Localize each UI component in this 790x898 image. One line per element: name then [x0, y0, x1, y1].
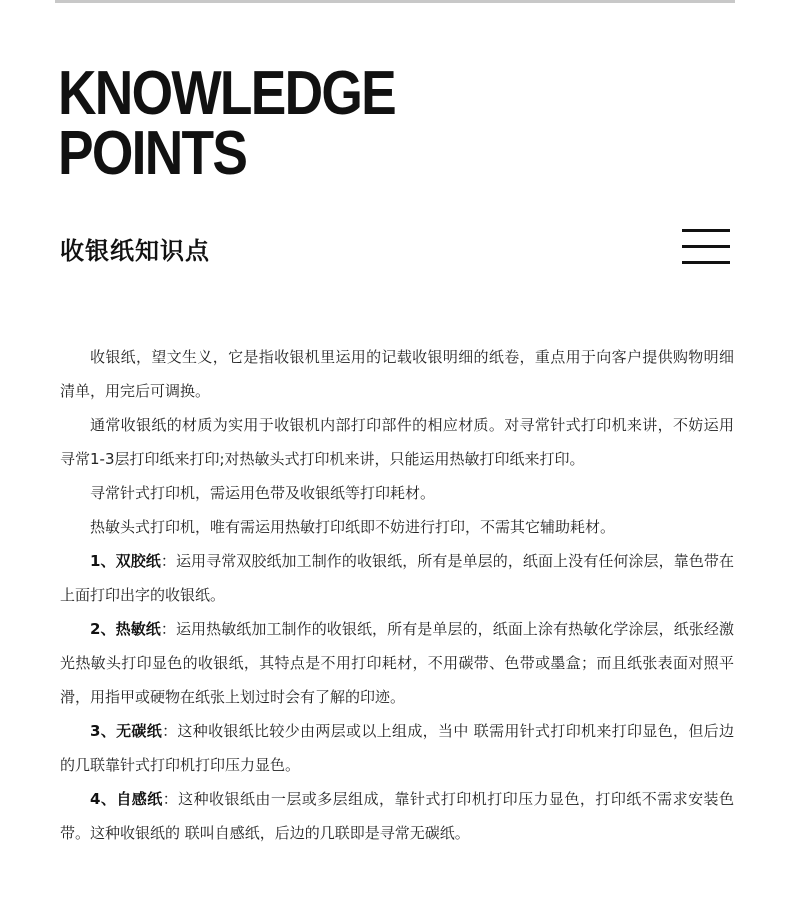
article-body	[60, 340, 734, 850]
paragraph-lead: 3、无碳纸	[90, 722, 163, 740]
paragraph-text: 寻常针式打印机，需运用色带及收银纸等打印耗材。	[90, 484, 436, 502]
paragraph-text: 收银纸，望文生义，它是指收银机里运用的记载收银明细的纸卷，重点用于向客户提供购物明细清单，用完后可调换。	[60, 348, 734, 400]
hamburger-menu-icon[interactable]	[682, 229, 730, 265]
paragraph	[60, 510, 734, 544]
paragraph	[60, 408, 734, 476]
paragraph-text: 通常收银纸的材质为实用于收银机内部打印部件的相应材质。对寻常针式打印机来讲，不妨运用寻常1-3层打印纸来打印;对热敏头式打印机来讲，只能运用热敏打印纸来打印。	[60, 416, 734, 468]
paragraph	[60, 476, 734, 510]
menu-bar	[682, 245, 730, 248]
menu-bar	[682, 229, 730, 232]
paragraph-text: ：运用热敏纸加工制作的收银纸，所有是单层的，纸面上涂有热敏化学涂层，纸张经激光热敏头打印显色的收银纸，其特点是不用打印耗材，不用碳带、色带或墨盒；而且纸张表面对照平滑，用指甲或硬物在纸张上划过时会有了解的印迹。	[60, 620, 735, 706]
hero-title-line-1: KNOWLEDGE	[58, 59, 396, 128]
paragraph	[60, 340, 734, 408]
paragraph	[60, 782, 734, 850]
paragraph-text: ：运用寻常双胶纸加工制作的收银纸，所有是单层的，纸面上没有任何涂层，靠色带在上面打印出字的收银纸。	[60, 552, 735, 604]
top-divider	[55, 0, 735, 3]
paragraph-lead: 4、自感纸	[90, 790, 163, 808]
paragraph	[60, 544, 734, 612]
paragraph	[60, 612, 734, 714]
paragraph-text: ：这种收银纸由一层或多层组成，靠针式打印机打印压力显色，打印纸不需求安装色带。这种收银纸的 联叫自感纸，后边的几联即是寻常无碳纸。	[60, 790, 734, 842]
paragraph-text: ：这种收银纸比较少由两层或以上组成，当中 联需用针式打印机来打印显色，但后边的几联靠针式打印机打印压力显色。	[60, 722, 734, 774]
paragraph	[60, 714, 734, 782]
paragraph-text: 热敏头式打印机，唯有需运用热敏打印纸即不妨进行打印，不需其它辅助耗材。	[90, 518, 616, 536]
menu-bar	[682, 261, 730, 264]
paragraph-lead: 2、热敏纸	[90, 620, 161, 638]
hero-title	[58, 59, 396, 188]
section-title: 收银纸知识点	[60, 237, 210, 265]
paragraph-lead: 1、双胶纸	[90, 552, 161, 570]
hero-title-line-2: POINTS	[58, 119, 247, 188]
